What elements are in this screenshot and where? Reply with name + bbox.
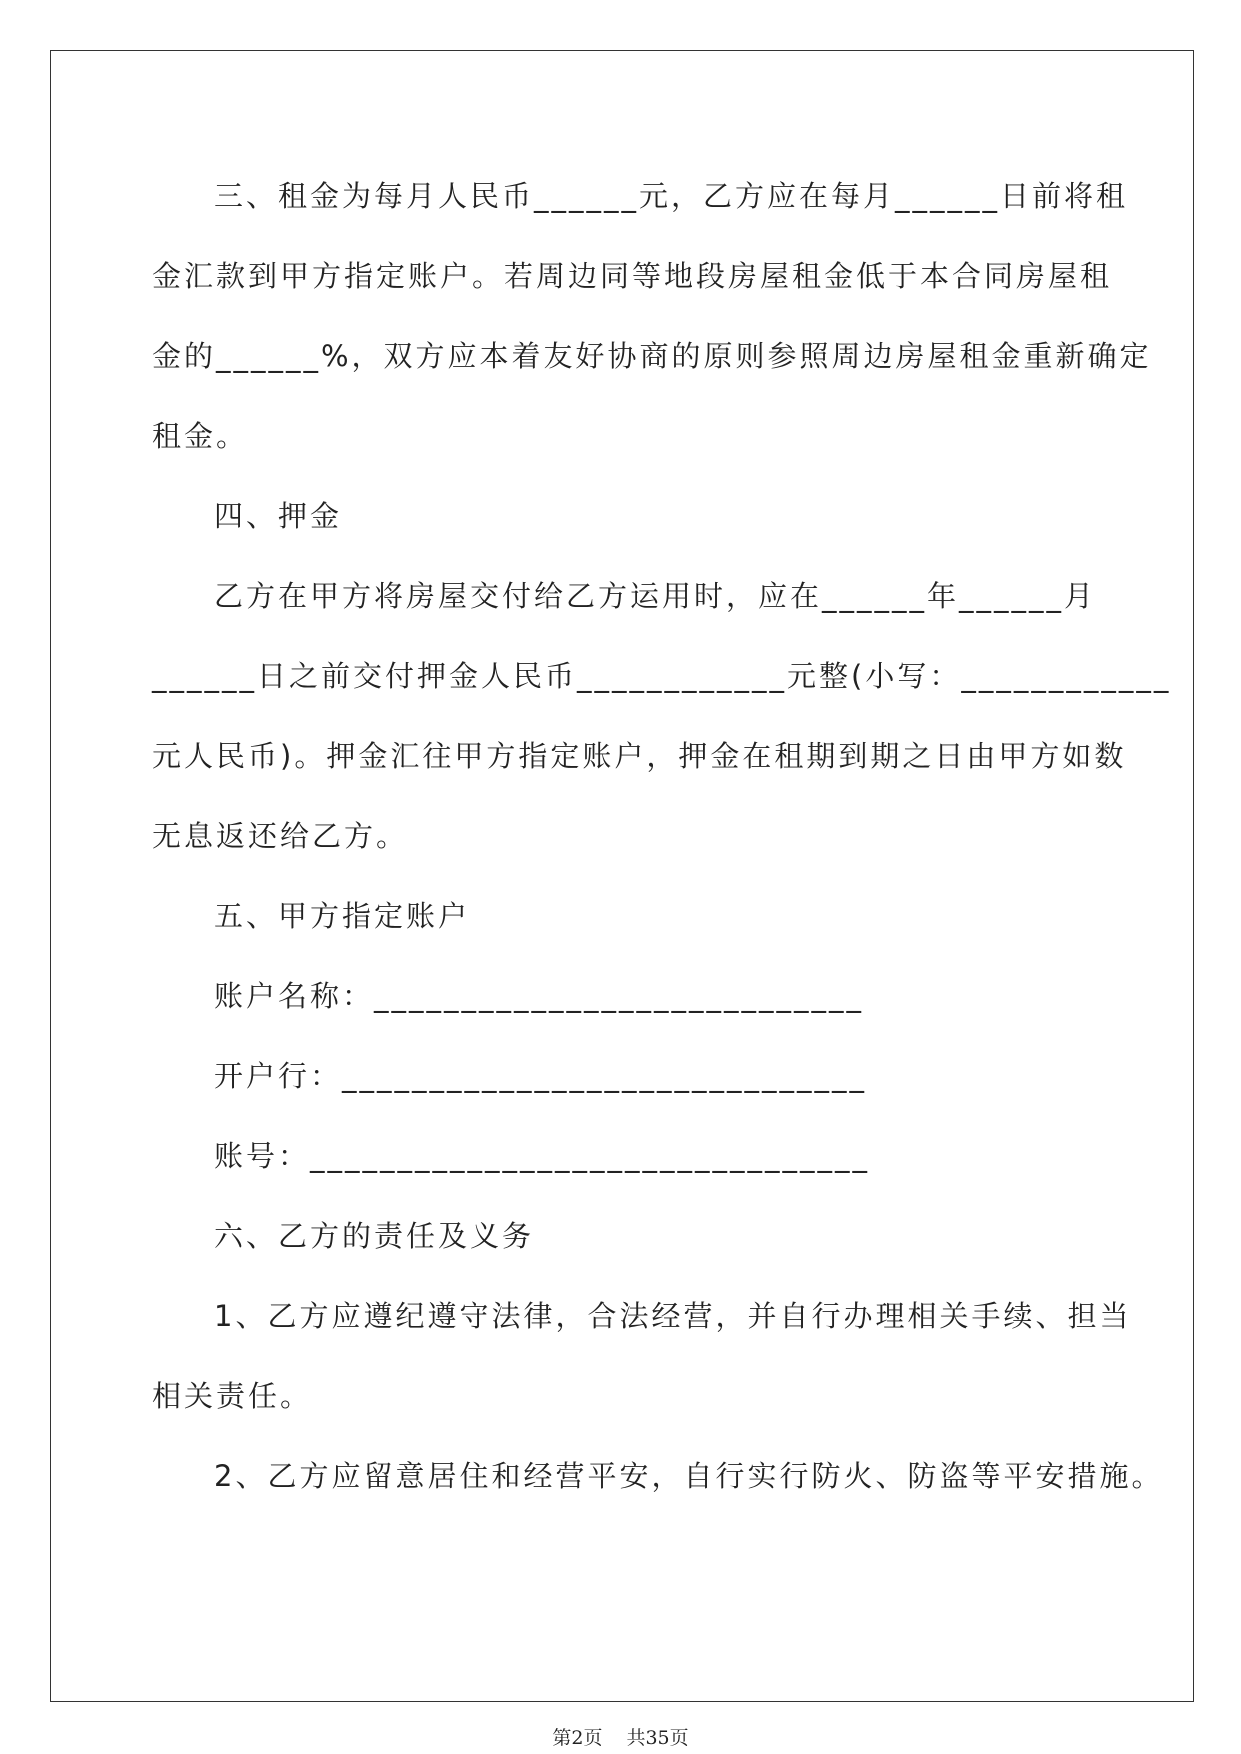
page-footer: [0, 1726, 1241, 1750]
page-number: 第2页: [552, 1727, 603, 1749]
section-heading-account: 五、甲方指定账户: [214, 899, 471, 933]
account-name-field: 账户名称：____________________________: [214, 979, 865, 1013]
obligation-item-1: 1、乙方应遵纪遵守法律，合法经营，并自行办理相关手续、担当: [214, 1299, 1132, 1333]
paragraph-line: 无息返还给乙方。: [152, 819, 409, 853]
paragraph-line: 金汇款到甲方指定账户。若周边同等地段房屋租金低于本合同房屋租: [152, 259, 1113, 293]
obligation-item-2: 2、乙方应留意居住和经营平安，自行实行防火、防盗等平安措施。: [214, 1459, 1164, 1493]
page-border: [50, 50, 1194, 1702]
paragraph-line: 元人民币)。押金汇往甲方指定账户，押金在租期到期之日由甲方如数: [152, 739, 1127, 773]
paragraph-line: 租金。: [152, 419, 249, 453]
paragraph-line-deposit: 乙方在甲方将房屋交付给乙方运用时，应在______年______月: [214, 579, 1097, 613]
paragraph-line: 金的______%，双方应本着友好协商的原则参照周边房屋租金重新确定: [152, 339, 1152, 373]
section-heading-obligations: 六、乙方的责任及义务: [214, 1219, 535, 1253]
page-total: 共35页: [626, 1727, 689, 1749]
account-number-field: 账号：________________________________: [214, 1139, 871, 1173]
section-heading-deposit: 四、押金: [214, 499, 343, 533]
paragraph-line-rent: 三、租金为每月人民币______元，乙方应在每月______日前将租: [214, 179, 1129, 213]
bank-field: 开户行：______________________________: [214, 1059, 868, 1093]
paragraph-line: 相关责任。: [152, 1379, 313, 1413]
paragraph-line: ______日之前交付押金人民币____________元整(小写：____________: [152, 659, 1172, 693]
